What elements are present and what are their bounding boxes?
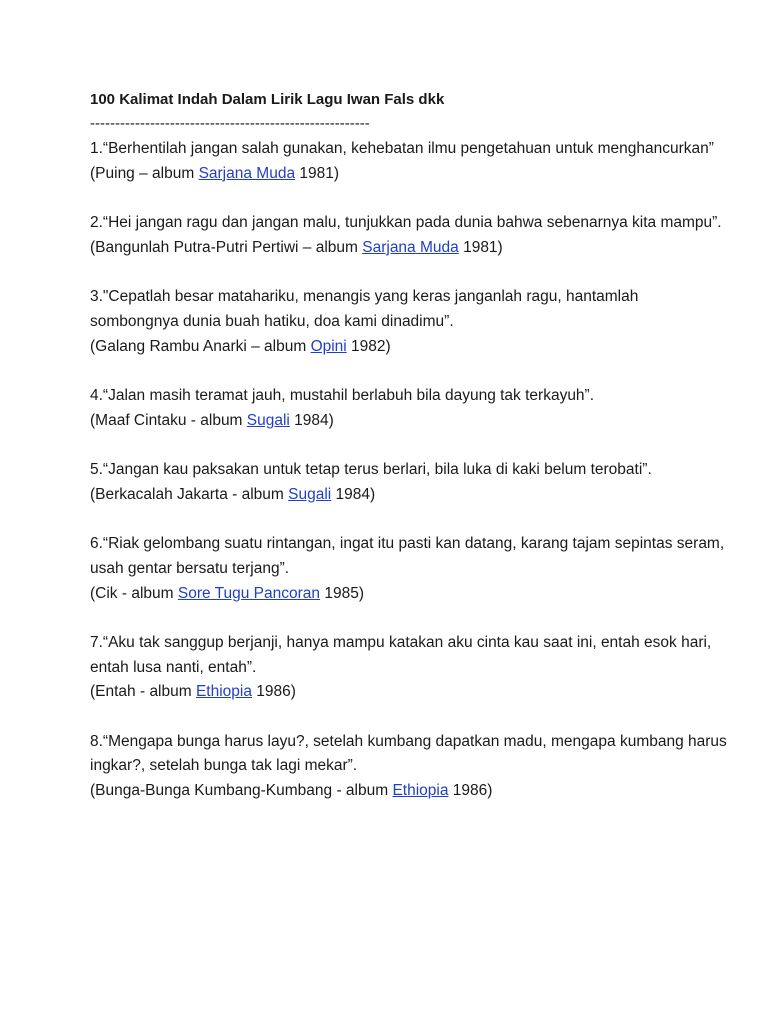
lyric-entry-6 [90, 532, 730, 606]
source-year: 1986) [251, 683, 296, 701]
source-song: (Maaf Cintaku - album [90, 411, 247, 429]
lyric-entry-3 [90, 285, 730, 359]
lyric-entry-8 [90, 730, 730, 804]
lyric-source [90, 680, 730, 705]
lyric-quote: 5.“Jangan kau paksakan untuk tetap terus berlari, bila luka di kaki belum terobati”. [90, 461, 652, 479]
lyric-quote: 6.“Riak gelombang suatu rintangan, ingat itu pasti kan datang, karang tajam sepintas seram, usah gentar bersatu terjang”. [90, 535, 725, 577]
source-song: (Galang Rambu Anarki – album [90, 337, 311, 355]
lyric-source [90, 779, 730, 804]
album-link[interactable]: Sugali [288, 485, 332, 503]
source-song: (Entah - album [90, 683, 196, 701]
source-song: (Berkacalah Jakarta - album [90, 485, 289, 503]
lyric-quote: 8.“Mengapa bunga harus layu?, setelah kumbang dapatkan madu, mengapa kumbang harus ingkar?, setelah bunga tak lagi mekar”. [90, 732, 727, 775]
album-link[interactable]: Sarjana Muda [198, 164, 296, 182]
album-link[interactable]: Ethiopia [195, 683, 252, 701]
lyric-source [90, 483, 730, 508]
source-year: 1984) [331, 485, 376, 503]
lyric-quote: 2.“Hei jangan ragu dan jangan malu, tunjukkan pada dunia bahwa sebenarnya kita mampu”. [90, 214, 722, 232]
lyric-source [90, 162, 730, 187]
album-link[interactable]: Ethiopia [392, 782, 449, 800]
lyric-entry-4 [90, 384, 730, 433]
lyric-quote: 4.“Jalan masih teramat jauh, mustahil berlabuh bila dayung tak terkayuh”. [90, 386, 595, 404]
source-year: 1982) [346, 337, 391, 355]
lyric-quote: 7.“Aku tak sanggup berjanji, hanya mampu katakan aku cinta kau saat ini, entah esok hari, entah lusa nanti, entah”. [90, 633, 712, 676]
source-year: 1981) [295, 164, 340, 182]
lyric-quote: 3."Cepatlah besar matahariku, menangis yang keras janganlah ragu, hantamlah sombongnya dunia buah hatiku, doa kami dinadimu”. [90, 288, 639, 330]
document-title: 100 Kalimat Indah Dalam Lirik Lagu Iwan Fals dkk [90, 91, 445, 108]
lyric-source [90, 236, 730, 261]
document-page [90, 88, 730, 829]
source-year: 1984) [289, 411, 334, 429]
album-link[interactable]: Sore Tugu Pancoran [177, 584, 321, 602]
lyric-source [90, 582, 730, 607]
source-year: 1981) [458, 238, 503, 256]
lyric-entry-2 [90, 211, 730, 260]
source-song: (Bangunlah Putra-Putri Pertiwi – album [90, 238, 363, 256]
divider-line: -------------------------------------------------------- [90, 115, 370, 132]
lyric-source [90, 409, 730, 434]
lyric-entry-1 [90, 137, 730, 186]
album-link[interactable]: Sarjana Muda [362, 238, 459, 256]
source-song: (Bunga-Bunga Kumbang-Kumbang - album [90, 782, 393, 800]
album-link[interactable]: Opini [310, 337, 347, 355]
lyric-entry-7 [90, 631, 730, 705]
source-song: (Puing – album [90, 164, 199, 182]
lyric-entry-5 [90, 458, 730, 507]
source-song: (Cik - album [90, 584, 178, 602]
lyric-quote: 1.“Berhentilah jangan salah gunakan, kehebatan ilmu pengetahuan untuk menghancurkan” [90, 140, 714, 157]
lyric-source [90, 335, 730, 360]
source-year: 1985) [320, 584, 364, 602]
source-year: 1986) [448, 782, 493, 800]
album-link[interactable]: Sugali [246, 411, 290, 429]
